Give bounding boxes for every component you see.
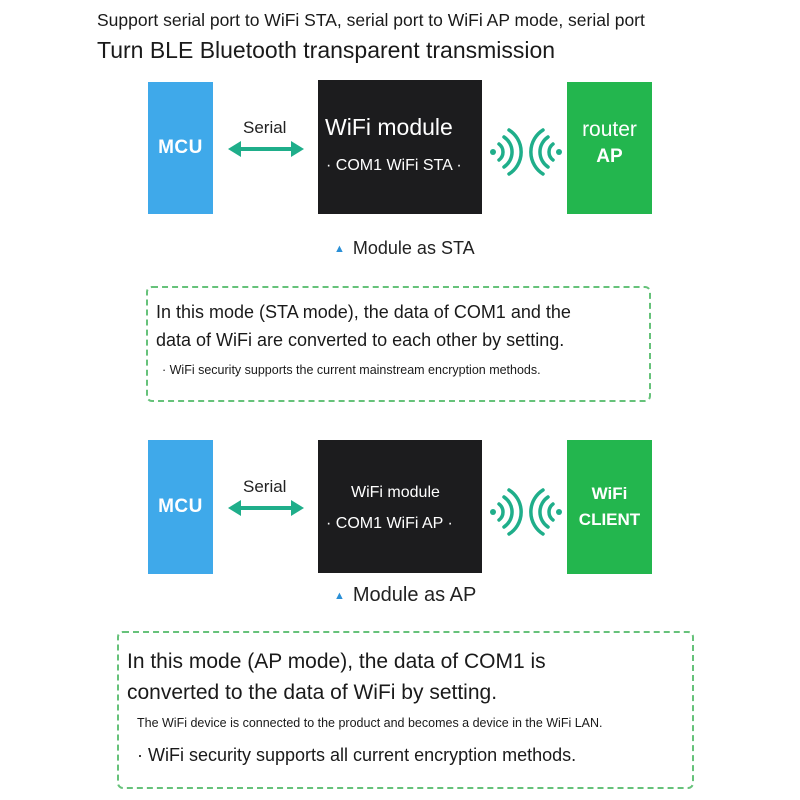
sta-desc-line2: data of WiFi are converted to each other by setting. [156, 330, 565, 350]
sta-description-box [146, 286, 651, 402]
ap-serial-arrow-icon [228, 499, 304, 517]
ap-device-line2: CLIENT [578, 510, 641, 529]
ap-wifi-client-block [567, 440, 652, 574]
header-line-2: Turn BLE Bluetooth transparent transmission [97, 37, 556, 63]
sta-router-ap-block [567, 82, 652, 214]
sta-mcu-block [148, 82, 213, 214]
sta-module-ports: · COM1 WiFi STA · [326, 157, 462, 174]
sta-desc-note: · WiFi security supports the current mainstream encryption methods. [162, 363, 541, 377]
ap-desc-note2: · WiFi security supports all current encryption methods. [137, 745, 577, 765]
sta-serial-arrow-icon [228, 140, 304, 158]
sta-caption [334, 238, 475, 259]
ap-wireless-signal-icon [488, 488, 564, 536]
triangle-icon: ▲ [334, 242, 345, 255]
sta-serial-label: Serial [243, 118, 287, 137]
sta-device-line1: router [582, 118, 637, 141]
ap-mcu-label: MCU [158, 496, 203, 517]
ap-description-box [117, 631, 694, 789]
ap-desc-line1: In this mode (AP mode), the data of COM1 is [127, 650, 546, 673]
ap-caption [334, 584, 476, 607]
sta-mcu-label: MCU [158, 137, 203, 158]
ap-wifi-module [318, 440, 482, 573]
sta-caption-text: Module as STA [352, 238, 475, 258]
ap-desc-note: The WiFi device is connected to the product and becomes a device in the WiFi LAN. [137, 716, 603, 730]
sta-module-title: WiFi module [325, 114, 453, 140]
triangle-icon: ▲ [334, 589, 345, 602]
sta-wireless-signal-icon [488, 128, 564, 176]
ap-caption-text: Module as AP [352, 584, 477, 606]
sta-wifi-module [318, 80, 482, 214]
header-line-1: Support serial port to WiFi STA, serial port to WiFi AP mode, serial port [97, 10, 645, 30]
ap-desc-line2: converted to the data of WiFi by setting. [127, 681, 498, 704]
ap-mcu-block [148, 440, 213, 574]
sta-device-line2: AP [596, 146, 623, 167]
ap-serial-label: Serial [243, 477, 287, 496]
ap-device-line1: WiFi [591, 484, 628, 503]
sta-desc-line1: In this mode (STA mode), the data of COM1 and the [156, 302, 571, 322]
ap-module-ports: · COM1 WiFi AP · [326, 515, 453, 532]
ap-module-title: WiFi module [351, 484, 440, 501]
